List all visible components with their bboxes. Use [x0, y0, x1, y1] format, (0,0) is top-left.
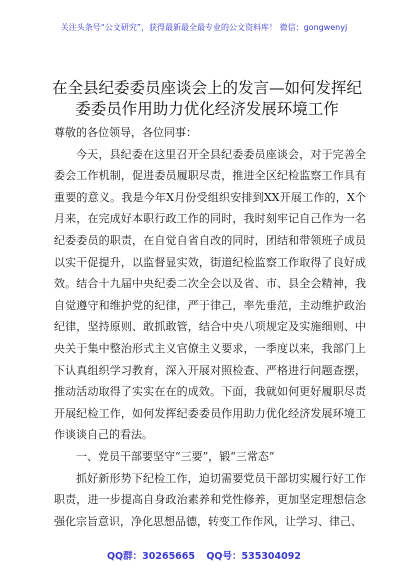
footer-contact: [0, 548, 408, 562]
section-heading: 一、党员干部要坚守“三要”，锻“三常态”: [76, 449, 275, 463]
body-paragraph: 今天，县纪委在这里召开全县纪委委员座谈会，对于完善全委会工作机制，促进委员履职尽责，推进全区纪检监察工作具有重要的意义。我是今年X月份受组织安排到XX开展工作的，X个月来，在完成好本职行政工作的同时，我时刻牢记自己作为一名纪委委员的职责，在自觉自省自改的同时，团结和带领班子成员以实干促提升，以监督显实效，街道纪检监察工作取得了良好成效。结合十九届中央纪委二次全会以及省、市、县全会精神，我自觉遵守和维护党的纪律，严于律己，率先垂范，主动维护政治纪律，坚持原则、敢抓敢管，结合中央八项规定及实施细则、中央关于集中整治形式主义官僚主义要求，一季度以来，我部门上下认真组织学习教育，深入开展对照检查、严格进行问题查摆，推动活动取得了实实在在的成效。下面，我就如何更好履职尽责开展纪检工作，如何发挥纪委委员作用助力优化经济发展环境工作谈谈自己的看法。: [54, 147, 366, 442]
salutation: 尊敬的各位领导，各位同事：: [54, 126, 197, 139]
qq-number: QQ号：535304092: [206, 551, 301, 562]
qq-group-number: QQ群：30265665: [106, 551, 196, 562]
document-title: 在全县纪委委员座谈会上的发言—如何发挥纪委委员作用助力优化经济发展环境工作: [51, 79, 362, 118]
header-promo-note: 关注头条号“公文研究”，获得最新最全最专业的公文资料库！ 微信：gongwenyj: [60, 23, 348, 32]
document-body: [54, 122, 366, 532]
section-paragraph: 抓好新形势下纪检工作，迫切需要党员干部切实履行好工作职责，进一步提高自身政治素养和党性修养，更加坚定理想信念强化宗旨意识，净化思想品德，转变工作作风，让学习、律己、: [54, 471, 366, 528]
